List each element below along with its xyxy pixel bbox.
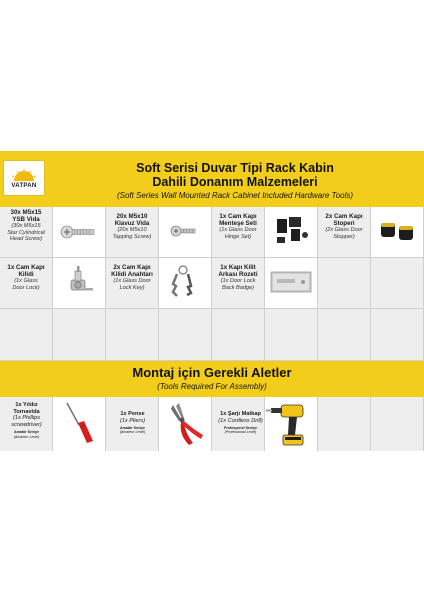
- badge-image-cell: [265, 258, 318, 309]
- page-title-line2: Dahili Donanım Malzemeleri: [152, 175, 318, 189]
- hardware-label-cell: 2x Cam Kapı Stoperi (2x Glass Door Stopper): [318, 207, 371, 258]
- hardware-label-cell: 1x Cam Kapı Menteşe Seti (1x Glass Door Hinge Set): [212, 207, 265, 258]
- tools-section-header: [0, 361, 424, 397]
- cordless-drill-icon: [265, 397, 318, 451]
- empty-cell: [53, 309, 106, 361]
- sun-logo-icon: [9, 168, 39, 182]
- pliers-icon: [159, 397, 212, 451]
- screwdriver-icon: [53, 397, 106, 451]
- keys-icon: [159, 258, 212, 309]
- empty-cell: [371, 397, 424, 451]
- pliers-image-cell: [159, 397, 212, 451]
- hardware-sheet: [0, 151, 424, 451]
- tool-label-cell: 1x Pense (1x Pliers) Amatör Seviye (Amateur Level): [106, 397, 159, 451]
- empty-cell: [371, 258, 424, 309]
- empty-cell: [318, 309, 371, 361]
- cam-lock-icon: [53, 258, 106, 309]
- logo-text: VATPAN: [11, 182, 37, 189]
- empty-cell: [318, 397, 371, 451]
- lock-image-cell: [53, 258, 106, 309]
- hardware-label-cell: 30x M5x15 YSB Vida (30x M5x15 Star Cylindrical Head Screw): [0, 207, 53, 258]
- tapping-screw-icon: [159, 207, 212, 258]
- door-stopper-icon: [371, 207, 424, 258]
- empty-cell: [265, 309, 318, 361]
- tools-section-subtitle: (Tools Required For Assembly): [157, 382, 267, 391]
- hinge-set-icon: [265, 207, 318, 258]
- tools-section-title: Montaj için Gerekli Aletler: [132, 365, 292, 380]
- empty-cell: [159, 309, 212, 361]
- screw-image-cell: [53, 207, 106, 258]
- empty-cell: [212, 309, 265, 361]
- ysb-screw-icon: [53, 207, 106, 258]
- hardware-label-cell: 1x Kapı Kilit Arkası Rozeti (1x Door Lock Back Badge): [212, 258, 265, 309]
- tapping-screw-image-cell: [159, 207, 212, 258]
- screwdriver-image-cell: [53, 397, 106, 451]
- empty-cell: [106, 309, 159, 361]
- hardware-label-cell: 2x Cam Kapı Kilidi Anahtarı (1x Glass Door Lock Key): [106, 258, 159, 309]
- empty-cell: [318, 258, 371, 309]
- vatpan-logo: [3, 160, 45, 196]
- hardware-label-cell: 20x M5x10 Klavuz Vida (20x M5x10 Tapping Screw): [106, 207, 159, 258]
- page-subtitle: (Soft Series Wall Mounted Rack Cabinet Included Hardware Tools): [116, 191, 354, 200]
- keys-image-cell: [159, 258, 212, 309]
- stopper-image-cell: [371, 207, 424, 258]
- page-title: Soft Serisi Duvar Tipi Rack Kabin: [136, 161, 334, 175]
- tool-label-cell: 1x Yıldız Tornavida (1x Phillips screwdriver) Amatör Seviye (Amateur Level): [0, 397, 53, 451]
- empty-cell: [0, 309, 53, 361]
- empty-cell: [371, 309, 424, 361]
- drill-image-cell: [265, 397, 318, 451]
- tool-label-cell: 1x Şarjı Matkap (1x Cordless Drill) Profesyonel Seviye (Professional Level): [212, 397, 265, 451]
- hardware-grid: [0, 207, 424, 361]
- tools-row: [0, 397, 424, 451]
- hinge-image-cell: [265, 207, 318, 258]
- header-band: [0, 151, 424, 207]
- hardware-label-cell: 1x Cam Kapı Kilidi (1x Glass Door Lock): [0, 258, 53, 309]
- door-badge-icon: [265, 258, 318, 309]
